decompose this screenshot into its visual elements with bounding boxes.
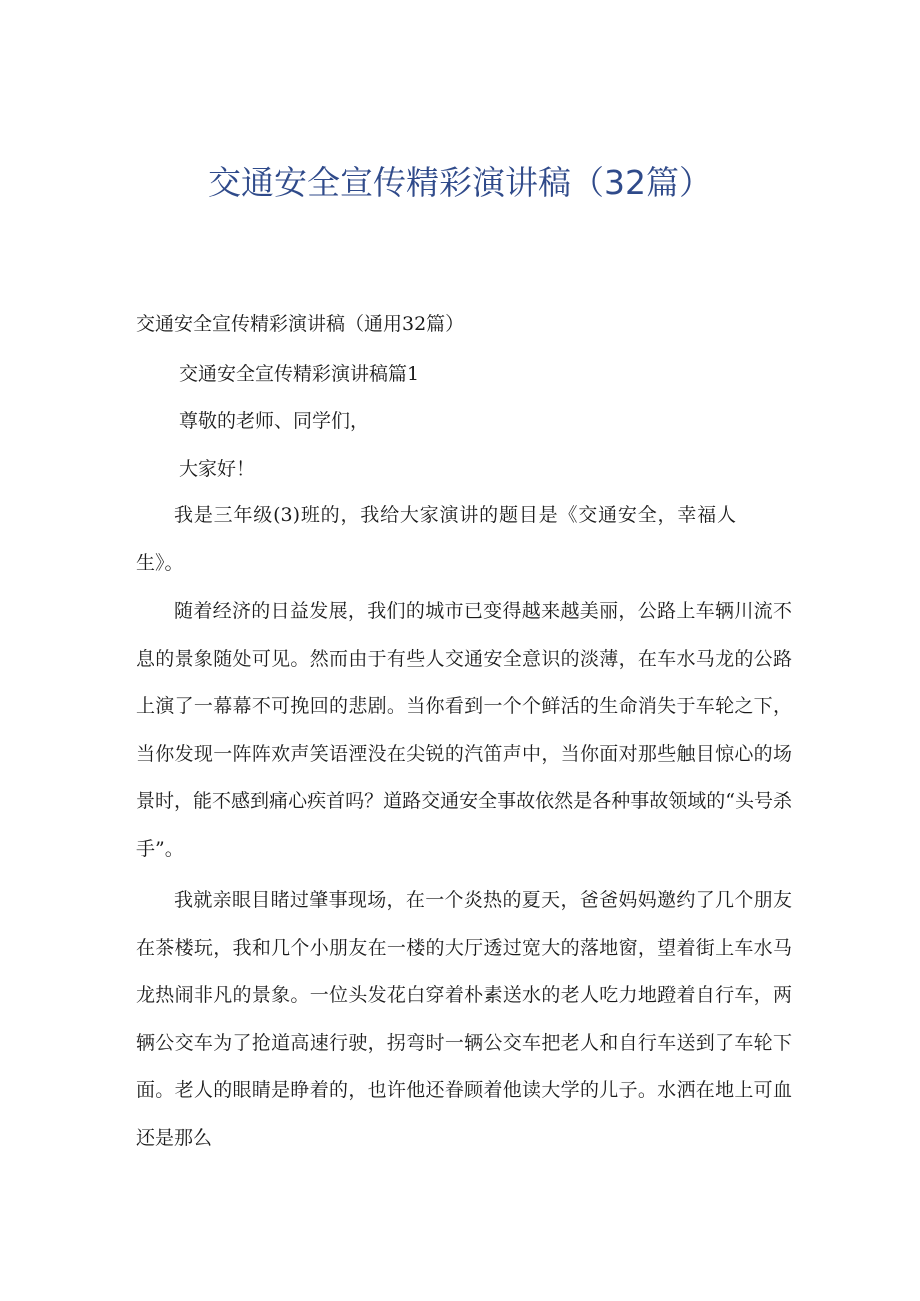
document-title: 交通安全宣传精彩演讲稿（32篇） — [208, 163, 712, 202]
paragraph-2: 随着经济的日益发展，我们的城市已变得越来越美丽，公路上车辆川流不息的景象随处可见。然而由于有些人交通安全意识的淡薄，在车水马龙的公路上演了一幕幕不可挽回的悲剧。当你看到一个个鲜活的生命消失于车轮之下，当你发现一阵阵欢声笑语湮没在尖锐的汽笛声中，当你面对那些触目惊心的场景时，能不感到痛心疾首吗？道路交通安全事故依然是各种事故领域的“头号杀手”。 — [136, 600, 792, 860]
document-subtitle: 交通安全宣传精彩演讲稿（通用32篇） — [136, 313, 465, 335]
paragraph-3: 我就亲眼目睹过肇事现场，在一个炎热的夏天，爸爸妈妈邀约了几个朋友在茶楼玩，我和几个小朋友在一楼的大厅透过宽大的落地窗，望着街上车水马龙热闹非凡的景象。一位头发花白穿着朴素送水的老人吃力地蹬着自行车，两辆公交车为了抢道高速行驶，拐弯时一辆公交车把老人和自行车送到了车轮下面。老人的眼睛是睁着的，也许他还眷顾着他读大学的儿子。水洒在地上可血还是那么 — [136, 889, 792, 1149]
greeting: 大家好！ — [179, 458, 256, 480]
paragraph-1: 我是三年级(3)班的，我给大家演讲的题目是《交通安全，幸福人生》。 — [136, 504, 736, 574]
salutation: 尊敬的老师、同学们， — [179, 410, 370, 432]
section-heading: 交通安全宣传精彩演讲稿篇1 — [179, 363, 420, 385]
